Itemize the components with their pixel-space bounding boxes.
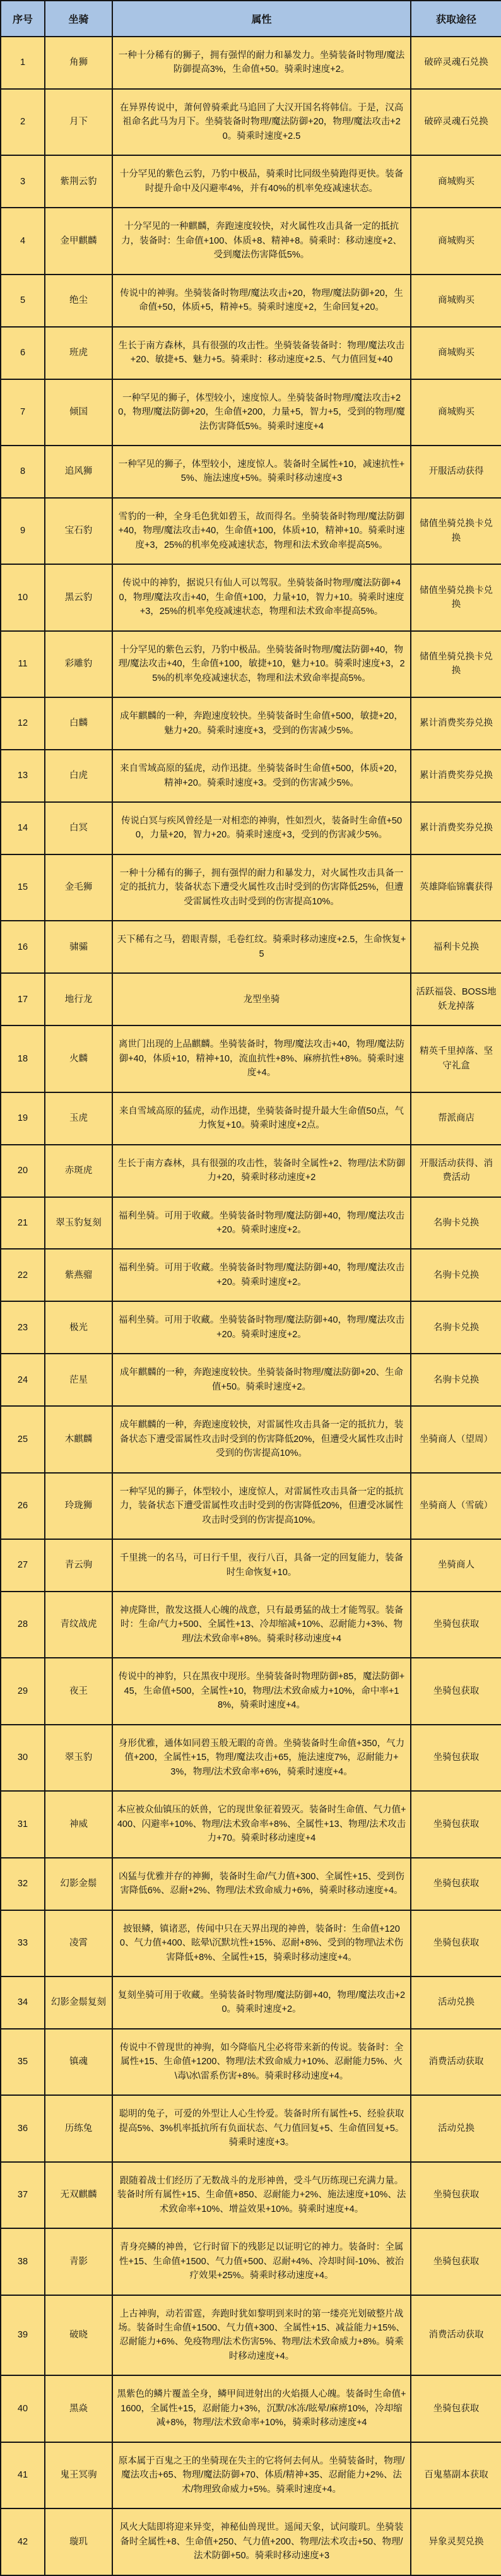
- table-row: [1, 921, 501, 973]
- acquisition-method: 坐骑包获取: [411, 1592, 501, 1658]
- mount-name: 鬼王冥驹: [45, 2442, 112, 2508]
- mount-attributes: 风火大陆即将迎来异变，神秘仙兽现世。遥闻天象，试问璇玑。坐骑装备时全属性+8、生命值+250、气力值+200、物理/法术攻击+50、物理/法术防御+50。骑乘时移动速度+3: [112, 2508, 411, 2575]
- mount-attributes: 原本属于百鬼之王的坐骑现在失主的它将何去何从。坐骑装备时，物理/魔法攻击+65、物理/魔法防御+70、体质/精神+35、忍耐能力+2%、法术/物理致命威力+5%。骑乘时速度+4。: [112, 2442, 411, 2508]
- mount-attributes: 十分罕见的紫色云豹，乃豹中极品。坐骑装备时物理/魔法防御+40，物理/魔法攻击+40，生命值+100，敏捷+10，魅力+10。骑乘时速度+3，25%的机率免疫减速状态，物理和法术致命率提高5%。: [112, 631, 411, 697]
- mount-attributes: 雪豹的一种，全身毛色犹如碧玉，故而得名。坐骑装备时物理/魔法防御+40，物理/魔法攻击+40，生命值+100，体质+10，精神+10。骑乘时速度+3，25%的机率免疫减速状态，物理和法术致命率提高5%。: [112, 498, 411, 564]
- table-row: [1, 1301, 501, 1354]
- mount-attributes: 千里挑一的名马，可日行千里，夜行八百，具备一定的回复能力，装备时生命恢复+10。: [112, 1539, 411, 1592]
- mount-name: 夜王: [45, 1658, 112, 1724]
- mount-attributes: 跟随着战士们经历了无数战斗的龙形神兽，受斗气历练现已充满力量。装备时所有属性+15、生命值+850、忍耐能力+2%、施法速度+10%、法术致命率+10%、增益效果+10%。骑乘时速度+4。: [112, 2162, 411, 2228]
- acquisition-method: 开服活动获得: [411, 446, 501, 498]
- table-row: [1, 2442, 501, 2508]
- table-row: [1, 1197, 501, 1250]
- acquisition-method: 破碎灵魂石兑换: [411, 37, 501, 89]
- mount-name: 彩雕豹: [45, 631, 112, 697]
- row-number: 39: [1, 2295, 45, 2376]
- mount-attributes: 神虎降世，散发这摄人心魄的战意，只有最勇猛的战士才能驾驭。装备时：生命/气力+500、全属性+13、冷却缩减+10%、忍耐能力+3%、物理/法术致命率+8%。骑乘时移动速度+4: [112, 1592, 411, 1658]
- acquisition-method: 累计消费奖券兑换: [411, 750, 501, 802]
- mount-attributes: 在异界传说中，萧何曾骑乘此马追回了大汉开国名将韩信。于是，汉高祖命名此马为月下。坐骑装备时物理/魔法防御+20，物理/魔法攻击+20。骑乘时速度+2.5: [112, 89, 411, 155]
- mount-name: 镇魂: [45, 2029, 112, 2095]
- table-row: [1, 1725, 501, 1791]
- row-number: 20: [1, 1145, 45, 1197]
- acquisition-method: 英雄降临锦囊获得: [411, 854, 501, 921]
- table-row: [1, 208, 501, 274]
- acquisition-method: 商城购买: [411, 208, 501, 274]
- acquisition-method: 消费活动获取: [411, 2295, 501, 2376]
- mount-attributes: 黑紫色的鳞片覆盖全身，鳞甲间迸射出的火焰摄人心魄。装备时生命值+1600，全属性+15，忍耐能力+3%，沉默/冰冻/眩晕/麻痹10%，冷却缩减+8%，物理/法术致命率+10%，骑乘时移动速度+4: [112, 2375, 411, 2442]
- row-number: 40: [1, 2375, 45, 2442]
- table-row: [1, 1473, 501, 1539]
- row-number: 22: [1, 1249, 45, 1301]
- mount-name: 无双麒麟: [45, 2162, 112, 2228]
- table-row: [1, 1791, 501, 1857]
- table-row: [1, 1858, 501, 1910]
- mount-name: 破晓: [45, 2295, 112, 2376]
- mount-attributes: 传说中的神驹。坐骑装备时物理/魔法攻击+20，物理/魔法防御+20，生命值+50，体质+5，精神+5。骑乘时速度+2，生命回复+20。: [112, 275, 411, 327]
- table-row: [1, 1910, 501, 1976]
- row-number: 35: [1, 2029, 45, 2095]
- acquisition-method: 异象灵契兑换: [411, 2508, 501, 2575]
- acquisition-method: 百鬼墓副本获取: [411, 2442, 501, 2508]
- acquisition-method: 商城购买: [411, 155, 501, 208]
- mount-name: 玉虎: [45, 1092, 112, 1145]
- row-number: 6: [1, 327, 45, 379]
- row-number: 23: [1, 1301, 45, 1354]
- row-number: 15: [1, 854, 45, 921]
- table-row: [1, 2508, 501, 2575]
- acquisition-method: 累计消费奖券兑换: [411, 697, 501, 750]
- mount-name: 赤斑虎: [45, 1145, 112, 1197]
- acquisition-method: 商城购买: [411, 379, 501, 446]
- table-row: [1, 2095, 501, 2161]
- mount-name: 极光: [45, 1301, 112, 1354]
- row-number: 5: [1, 275, 45, 327]
- table-row: [1, 1592, 501, 1658]
- mount-name: 幻影金鬃: [45, 1858, 112, 1910]
- row-number: 24: [1, 1354, 45, 1406]
- mount-name: 翠玉豹: [45, 1725, 112, 1791]
- table-row: [1, 750, 501, 802]
- mount-attributes: 传说中的神豹，只在黑夜中现形。坐骑装备时物理防御+85，魔法防御+45，生命值+500，全属性+10，物理/法术致命威力+10%，命中率+18%，骑乘时速度+4。: [112, 1658, 411, 1724]
- mount-name: 黑焱: [45, 2375, 112, 2442]
- table-row: [1, 802, 501, 854]
- row-number: 3: [1, 155, 45, 208]
- table-row: [1, 155, 501, 208]
- acquisition-method: 坐骑商人（望周）: [411, 1406, 501, 1472]
- table-row: [1, 2029, 501, 2095]
- mount-attributes: 天下稀有之马，碧眼青鬃，毛卷红纹。骑乘时移动速度+2.5，生命恢复+5: [112, 921, 411, 973]
- acquisition-method: 破碎灵魂石兑换: [411, 89, 501, 155]
- table-row: [1, 2228, 501, 2295]
- mount-name: 白冥: [45, 802, 112, 854]
- table-row: [1, 2162, 501, 2228]
- mount-attributes: 十分罕见的紫色云豹，乃豹中极品，骑乘时比同级坐骑跑得更快。装备时提升命中及闪避率4%，并有40%的机率免疫减速状态。: [112, 155, 411, 208]
- mount-attributes: 披银鳞，镇诸恶，传闻中只在天界出现的神兽，装备时：生命值+1200、气力值+400、眩晕\沉默坑性+15%、忍耐+8%、受到的物理\法术伤害降低+8%、全属性+15，骑乘时移动速度+4。: [112, 1910, 411, 1976]
- mount-name: 白麟: [45, 697, 112, 750]
- mount-name: 骕骦: [45, 921, 112, 973]
- acquisition-method: 坐骑包获取: [411, 1725, 501, 1791]
- mount-name: 玲珑狮: [45, 1473, 112, 1539]
- row-number: 19: [1, 1092, 45, 1145]
- row-number: 17: [1, 973, 45, 1025]
- row-number: 2: [1, 89, 45, 155]
- mount-attributes: 生长于南方森林，具有很强的攻击性，装备时全属性+2、物理/法术防御力+20，骑乘时移动速度+2: [112, 1145, 411, 1197]
- table-row: [1, 1406, 501, 1472]
- header-acquisition: 获取途径: [411, 1, 501, 37]
- row-number: 10: [1, 564, 45, 630]
- mount-name: 金甲麒麟: [45, 208, 112, 274]
- table-row: [1, 446, 501, 498]
- mount-name: 神威: [45, 1791, 112, 1857]
- acquisition-method: 坐骑包获取: [411, 2228, 501, 2295]
- acquisition-method: 累计消费奖券兑换: [411, 802, 501, 854]
- acquisition-method: 精英千里掉落、坚守礼盒: [411, 1025, 501, 1092]
- mount-attributes: 福利坐骑。可用于收藏。坐骑装备时物理/魔法防御+40，物理/魔法攻击+20。骑乘时速度+2。: [112, 1197, 411, 1250]
- row-number: 14: [1, 802, 45, 854]
- mount-attributes: 成年麒麟的一种，奔跑速度较快。坐骑装备时物理/魔法防御+20、生命值+50。骑乘时速度+2。: [112, 1354, 411, 1406]
- mount-name: 青云驹: [45, 1539, 112, 1592]
- mount-name: 幻影金鬃复刻: [45, 1976, 112, 2029]
- row-number: 1: [1, 37, 45, 89]
- acquisition-method: 帮派商店: [411, 1092, 501, 1145]
- acquisition-method: 坐骑包获取: [411, 1658, 501, 1724]
- table-row: [1, 379, 501, 446]
- acquisition-method: 商城购买: [411, 275, 501, 327]
- row-number: 31: [1, 1791, 45, 1857]
- row-number: 41: [1, 2442, 45, 2508]
- table-row: [1, 2375, 501, 2442]
- row-number: 30: [1, 1725, 45, 1791]
- table-body: [1, 37, 501, 2575]
- mount-attributes: 上古神驹，动若雷霆，奔跑时犹如黎明到来时的第一缕亮光划破整片战场。装备时生命值+1500、气力值+300、全属性+15、减益能力+15%、忍耐能力+6%、免疫物理/法术伤害5%、物理/法术致命威力+8%。骑乘时移动速度+4。: [112, 2295, 411, 2376]
- row-number: 7: [1, 379, 45, 446]
- row-number: 37: [1, 2162, 45, 2228]
- acquisition-method: 福利卡兑换: [411, 921, 501, 973]
- mount-attributes: 福利坐骑。可用于收藏。坐骑装备时物理/魔法防御+40，物理/魔法攻击+20。骑乘时速度+2。: [112, 1249, 411, 1301]
- acquisition-method: 坐骑商人（雪硫）: [411, 1473, 501, 1539]
- mount-attributes: 一种罕见的狮子，体型较小，速度惊人。坐骑装备时物理/魔法攻击+20，物理/魔法防御+20，生命值+200，力量+5，智力+5，受到的物理/魔法伤害降低5%。骑乘时速度+4: [112, 379, 411, 446]
- mount-attributes: 传说中不曾现世的神驹，如今降临凡尘必将带来新的传说。装备时：全属性+15、生命值+1200、物理/法术致命威力+10%、忍耐能力5%、火\毒\冰\雷系伤害+8%。骑乘时移动速度+4。: [112, 2029, 411, 2095]
- acquisition-method: 坐骑包获取: [411, 1910, 501, 1976]
- row-number: 28: [1, 1592, 45, 1658]
- row-number: 32: [1, 1858, 45, 1910]
- mount-attributes: 福利坐骑。可用于收藏。坐骑装备时物理/魔法防御+40，物理/魔法攻击+20。骑乘时速度+2。: [112, 1301, 411, 1354]
- mount-attributes: 传说中的神豹，据说只有仙人可以驾驭。坐骑装备时物理/魔法防御+40，物理/魔法攻击+40，生命值+100，力量+10，智力+10。骑乘时速度+3，25%的机率免疫减速状态，物理和法术致命率提高5%。: [112, 564, 411, 630]
- mount-attributes: 来自雪域高原的猛虎，动作迅捷，坐骑装备时提升最大生命值50点，气力恢复+10。骑乘时速度+2点。: [112, 1092, 411, 1145]
- mount-name: 金毛狮: [45, 854, 112, 921]
- mount-name: 历练兔: [45, 2095, 112, 2161]
- row-number: 25: [1, 1406, 45, 1472]
- mount-attributes: 成年麒麟的一种，奔跑速度较快，对雷属性攻击具备一定的抵抗力，装备状态下遭受雷属性攻击时受到的伤害降低20%，但遭受火属性攻击时受到的伤害提高10%。: [112, 1406, 411, 1472]
- table-row: [1, 275, 501, 327]
- table-row: [1, 1025, 501, 1092]
- acquisition-method: 坐骑包获取: [411, 2375, 501, 2442]
- acquisition-method: 坐骑包获取: [411, 1791, 501, 1857]
- row-number: 26: [1, 1473, 45, 1539]
- table-row: [1, 631, 501, 697]
- mount-name: 宝石豹: [45, 498, 112, 564]
- row-number: 36: [1, 2095, 45, 2161]
- mount-name: 班虎: [45, 327, 112, 379]
- mount-attributes: 传说白冥与疾风曾经是一对相恋的神驹，性如烈火，装备时生命值+500，力量+20，智力+20。骑乘时速度+3，受到的伤害减少5%。: [112, 802, 411, 854]
- table-row: [1, 1354, 501, 1406]
- acquisition-method: 活跃福袋、BOSS地妖龙掉落: [411, 973, 501, 1025]
- table-row: [1, 697, 501, 750]
- mount-name: 璇玑: [45, 2508, 112, 2575]
- mount-name: 青纹战虎: [45, 1592, 112, 1658]
- mount-attributes: 一种十分稀有的狮子，拥有强悍的耐力和暴发力。坐骑装备时物理/魔法防御提高3%，生命值+50。骑乘时速度+2。: [112, 37, 411, 89]
- table-row: [1, 2295, 501, 2376]
- mount-name: 茫星: [45, 1354, 112, 1406]
- acquisition-method: 开服活动获得、消费活动: [411, 1145, 501, 1197]
- mount-attributes: 凶猛与优雅并存的神狮，装备时生命/气力值+300、全属性+15、受到伤害降低6%、忍耐+2%、物理/法术致命威力+6%，骑乘时移动速度+4。: [112, 1858, 411, 1910]
- row-number: 12: [1, 697, 45, 750]
- acquisition-method: 储值坐骑兑换卡兑换: [411, 498, 501, 564]
- row-number: 34: [1, 1976, 45, 2029]
- acquisition-method: 坐骑商人: [411, 1539, 501, 1592]
- acquisition-method: 储值坐骑兑换卡兑换: [411, 631, 501, 697]
- mount-attributes: 复刻坐骑可用于收藏。坐骑装备时物理/魔法防御+40，物理/魔法攻击+20。骑乘时速度+2。: [112, 1976, 411, 2029]
- row-number: 4: [1, 208, 45, 274]
- mount-attributes: 身形优雅，通体如同碧玉般无暇的奇兽。坐骑装备时生命值+350，气力值+200，全属性+15，物理/魔法攻击+65，施法速度7%，忍耐能力+3%，物理/法术致命率+6%，骑乘时速度+4。: [112, 1725, 411, 1791]
- row-number: 8: [1, 446, 45, 498]
- mount-attributes: 龙型坐骑: [112, 973, 411, 1025]
- header-attributes: 属性: [112, 1, 411, 37]
- header-mount: 坐骑: [45, 1, 112, 37]
- mount-name: 月下: [45, 89, 112, 155]
- mount-name: 翠玉豹复刻: [45, 1197, 112, 1250]
- mount-name: 凌霄: [45, 1910, 112, 1976]
- mount-name: 白虎: [45, 750, 112, 802]
- mount-name: 火麟: [45, 1025, 112, 1092]
- row-number: 38: [1, 2228, 45, 2295]
- mount-attributes: 聪明的兔子，可爱的外型让人心生怜爱。装备时所有属性+5、经验获取提高5%、3%机率抵抗所有负面状态、气力值回复+5、生命值回复+5。骑乘时速度+3。: [112, 2095, 411, 2161]
- mount-name: 追风狮: [45, 446, 112, 498]
- table-row: [1, 1145, 501, 1197]
- header-number: 序号: [1, 1, 45, 37]
- row-number: 42: [1, 2508, 45, 2575]
- mount-attributes: 一种罕见的狮子，体型较小，速度惊人。装备时全属性+10，减速抗性+5%、施法速度+5%。骑乘时移动速度+3: [112, 446, 411, 498]
- mount-attributes: 来自雪域高原的猛虎，动作迅捷。坐骑装备时生命值+500，体质+20，精神+20。骑乘时速度+3。受到的伤害减少5%。: [112, 750, 411, 802]
- table-row: [1, 854, 501, 921]
- row-number: 9: [1, 498, 45, 564]
- mount-attributes: 十分罕见的一种麒麟，奔跑速度较快，对火属性攻击具备一定的抵抗力，装备时：生命值+100、体质+8、精神+8。骑乘时：移动速度+2、受到魔法伤害降低5%。: [112, 208, 411, 274]
- table-row: [1, 37, 501, 89]
- acquisition-method: 名驹卡兑换: [411, 1354, 501, 1406]
- acquisition-method: 名驹卡兑换: [411, 1249, 501, 1301]
- mount-name: 地行龙: [45, 973, 112, 1025]
- acquisition-method: 商城购买: [411, 327, 501, 379]
- mount-attributes: 生长于南方森林，具有很强的攻击性。坐骑装备装备时：物理/魔法攻击+20、敏捷+5、魅力+5。骑乘时：移动速度+2.5、气力值回复+40: [112, 327, 411, 379]
- mount-name: 紫荆云豹: [45, 155, 112, 208]
- table-row: [1, 327, 501, 379]
- acquisition-method: 消费活动获取: [411, 2029, 501, 2095]
- table-row: [1, 564, 501, 630]
- acquisition-method: 名驹卡兑换: [411, 1197, 501, 1250]
- table-row: [1, 1539, 501, 1592]
- mount-attributes: 一种罕见的狮子，体型较小，速度惊人，对雷属性攻击具备一定的抵抗力，装备状态下遭受雷属性攻击时受到的伤害降低20%，但遭受冰属性攻击时受到的伤害提高10%。: [112, 1473, 411, 1539]
- row-number: 27: [1, 1539, 45, 1592]
- row-number: 29: [1, 1658, 45, 1724]
- acquisition-method: 活动兑换: [411, 2095, 501, 2161]
- table-row: [1, 1658, 501, 1724]
- row-number: 18: [1, 1025, 45, 1092]
- mount-attributes: 离世门出现的上品麒麟。坐骑装备时，物理/魔法攻击+40，物理/魔法防御+40，体质+10，精神+10，流血抗性+8%、麻痹抗性+8%。骑乘时速度+4。: [112, 1025, 411, 1092]
- table-row: [1, 498, 501, 564]
- mount-name: 木麒麟: [45, 1406, 112, 1472]
- mount-name: 角狮: [45, 37, 112, 89]
- mount-name: 青影: [45, 2228, 112, 2295]
- mount-attributes: 青身亮鳞的神兽，它行时留下的残影足以证明它的神力。装备时：全属性+15、生命值+1500、气力值+500、忍耐+4%、冷却时间-10%、被治疗效果+25%。骑乘时移动速度+4。: [112, 2228, 411, 2295]
- mount-name: 紫燕骝: [45, 1249, 112, 1301]
- acquisition-method: 名驹卡兑换: [411, 1301, 501, 1354]
- row-number: 16: [1, 921, 45, 973]
- mount-name: 倾国: [45, 379, 112, 446]
- acquisition-method: 储值坐骑兑换卡兑换: [411, 564, 501, 630]
- table-row: [1, 1976, 501, 2029]
- mount-attributes: 一种十分稀有的狮子，拥有强悍的耐力和暴发力，对火属性攻击具备一定的抵抗力，装备状态下遭受火属性攻击时受到的伤害降低25%，但遭受雷属性攻击时受到的伤害提高10%。: [112, 854, 411, 921]
- table-row: [1, 1249, 501, 1301]
- acquisition-method: 活动兑换: [411, 1976, 501, 2029]
- table-header: [1, 1, 501, 37]
- mount-attributes: 本应被众仙镇压的妖兽，它的现世象征着毁灭。装备时生命值、气力值+400、闪避率+10%、物理/法术致命率+8%、全属性+13、物理/法术攻击力+70。骑乘时移动速度+4: [112, 1791, 411, 1857]
- row-number: 21: [1, 1197, 45, 1250]
- mount-attributes: 成年麒麟的一种，奔跑速度较快。坐骑装备时生命值+500，敏捷+20，魅力+20。骑乘时速度+3，受到的伤害减少5%。: [112, 697, 411, 750]
- table-row: [1, 973, 501, 1025]
- table-row: [1, 89, 501, 155]
- mount-name: 黑云豹: [45, 564, 112, 630]
- row-number: 13: [1, 750, 45, 802]
- mount-name: 绝尘: [45, 275, 112, 327]
- row-number: 33: [1, 1910, 45, 1976]
- acquisition-method: 坐骑包获取: [411, 1858, 501, 1910]
- row-number: 11: [1, 631, 45, 697]
- table-row: [1, 1092, 501, 1145]
- acquisition-method: 坐骑包获取: [411, 2162, 501, 2228]
